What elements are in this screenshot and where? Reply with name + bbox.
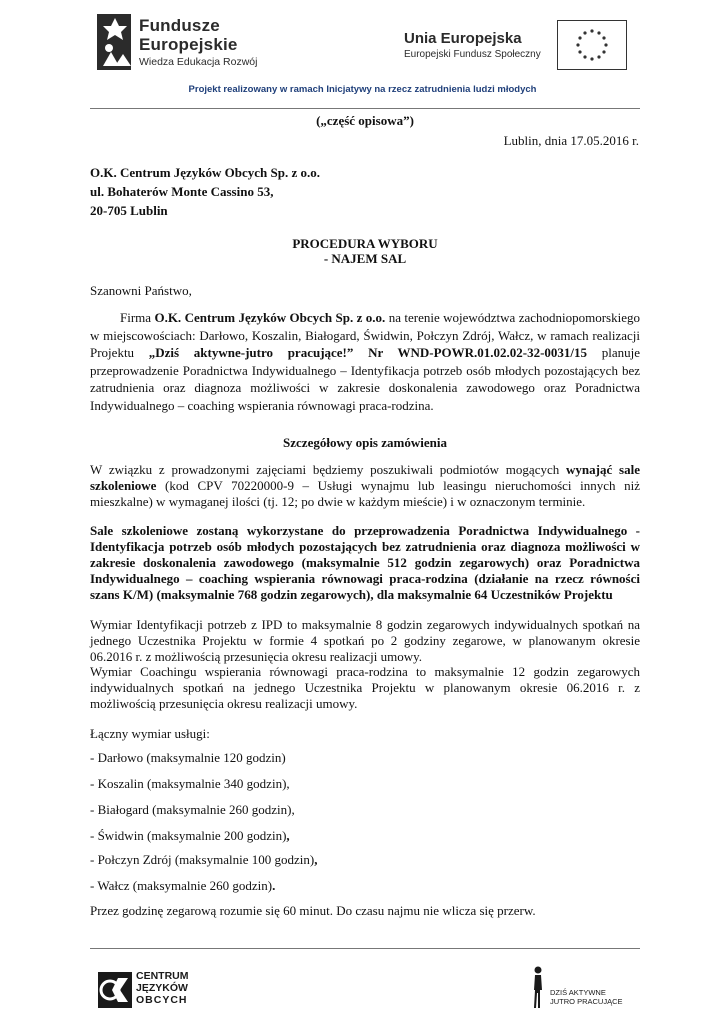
place-date: Lublin, dnia 17.05.2016 r. (503, 133, 639, 148)
ue-line2: Europejski Fundusz Społeczny (404, 49, 541, 60)
dz-line1: DZIŚ AKTYWNE (550, 988, 606, 997)
address-line1: O.K. Centrum Języków Obcych Sp. z o.o. (90, 165, 321, 180)
fe-line1: Fundusze (139, 16, 220, 35)
ue-line1: Unia Europejska (404, 30, 522, 47)
footer-divider (90, 948, 640, 949)
total-label: Łączny wymiar usługi: (90, 726, 210, 741)
cjo-mark-icon (98, 972, 132, 1008)
list-item: - Wałcz (maksymalnie 260 godzin). (90, 878, 276, 893)
list-item: - Połczyn Zdrój (maksymalnie 100 godzin), (90, 852, 318, 867)
eu-flag-icon (557, 20, 627, 70)
list-item: - Koszalin (maksymalnie 340 godzin), (90, 776, 290, 791)
list-item: - Świdwin (maksymalnie 200 godzin), (90, 828, 290, 843)
cjo-line2: JĘZYKÓW (136, 982, 188, 994)
title-line2: - NAJEM SAL (323, 251, 407, 266)
paragraph-intro: Firma O.K. Centrum Języków Obcych Sp. z o.o. na terenie województwa zachodniopomorskiego w miejscowościach: Darłowo, Koszalin, Białogard, Świdwin, Połczyn Zdrój, Wałcz, w ramach realizacji Projektu „Dziś aktywne-jutro pracujące!” Nr WND-POWR.01.02.02-32-0031/15 planuje przeprowadzenie Poradnictwa Indywidualnego – Identyfikacja potrzeb osób młodych pozostających bez zatrudnienia oraz diagnoza możliwości w zakresie doskonalenia zawodowego oraz Poradnictwa Indywidualnego – coaching wspierania równowagi praca-rodzina. (90, 310, 641, 413)
part-label: („część opisowa”) (316, 113, 414, 128)
fe-logo-icon (97, 14, 131, 70)
paragraph-coaching-scope: Wymiar Coachingu wspierania równowagi praca-rodzina to maksymalnie 12 godzin zegarowych indywidualnych spotkań na jednego Uczestnika Projektu w planowanym okresie 06.2016 r. z możliwością przesunięcia okresu realizacji umowy. (90, 664, 640, 711)
paragraph-ipd-scope: Wymiar Identyfikacji potrzeb z IPD to maksymalnie 8 godzin zegarowych indywidualnych spotkań na jednego Uczestnika Projektu w formie 4 spotkań po 2 godziny zegarowe, w planowanym okresie 06.2016 r. z możliwością przesunięcia okresu realizacji umowy. (90, 617, 640, 664)
dzis-aktywne-logo (530, 966, 630, 1012)
closing-note: Przez godzinę zegarową rozumie się 60 minut. Do czasu najmu nie wlicza się przerw. (90, 903, 536, 918)
header-divider (90, 108, 640, 109)
cjo-line3: OBCYCH (136, 994, 188, 1006)
walking-person-icon (530, 966, 546, 1010)
centrum-jezykow-obcych-logo (98, 970, 188, 1010)
cjo-line1: CENTRUM (136, 970, 189, 982)
greeting: Szanowni Państwo, (90, 283, 192, 298)
paragraph-need: W związku z prowadzonymi zajęciami będziemy poszukiwali podmiotów mogących wynająć sale szkoleniowe (kod CPV 70220000-9 – Usługi wynajmu lub leasingu nieruchomości innych niż mieszkalne) w wymaganej ilości (tj. 12; po dwie w każdym mieście) i w oznaczonym terminie. (90, 462, 640, 509)
section-subtitle: Szczegółowy opis zamówienia (283, 435, 447, 450)
ue-label (404, 30, 541, 62)
fundusze-europejskie-logo (97, 14, 262, 74)
dz-line2: JUTRO PRACUJĄCE (550, 997, 623, 1006)
paragraph-rooms-use: Sale szkoleniowe zostaną wykorzystane do przeprowadzenia Poradnictwa Indywidualnego - Identyfikacja potrzeb osób młodych pozostających bez zatrudnienia oraz diagnoza możliwości w zakresie doskonalenia zawodowego (maksymalnie 512 godzin zegarowych) oraz Poradnictwa Indywidualnego – coaching wspierania równowagi praca-rodzina (działanie na rzecz równości szans K/M) (maksymalnie 768 godzin zegarowych), dla maksymalnie 64 Uczestników Projektu (90, 523, 640, 602)
title-line1: PROCEDURA WYBORU (292, 236, 438, 251)
project-line: Projekt realizowany w ramach Inicjatywy na rzecz zatrudnienia ludzi młodych (188, 84, 537, 95)
list-item: - Białogard (maksymalnie 260 godzin), (90, 802, 295, 817)
fe-line3: Wiedza Edukacja Rozwój (139, 56, 258, 68)
address-line2: ul. Bohaterów Monte Cassino 53, (90, 184, 274, 199)
list-item: - Darłowo (maksymalnie 120 godzin) (90, 750, 286, 765)
address-line3: 20-705 Lublin (90, 203, 168, 218)
fe-line2: Europejskie (139, 35, 238, 54)
